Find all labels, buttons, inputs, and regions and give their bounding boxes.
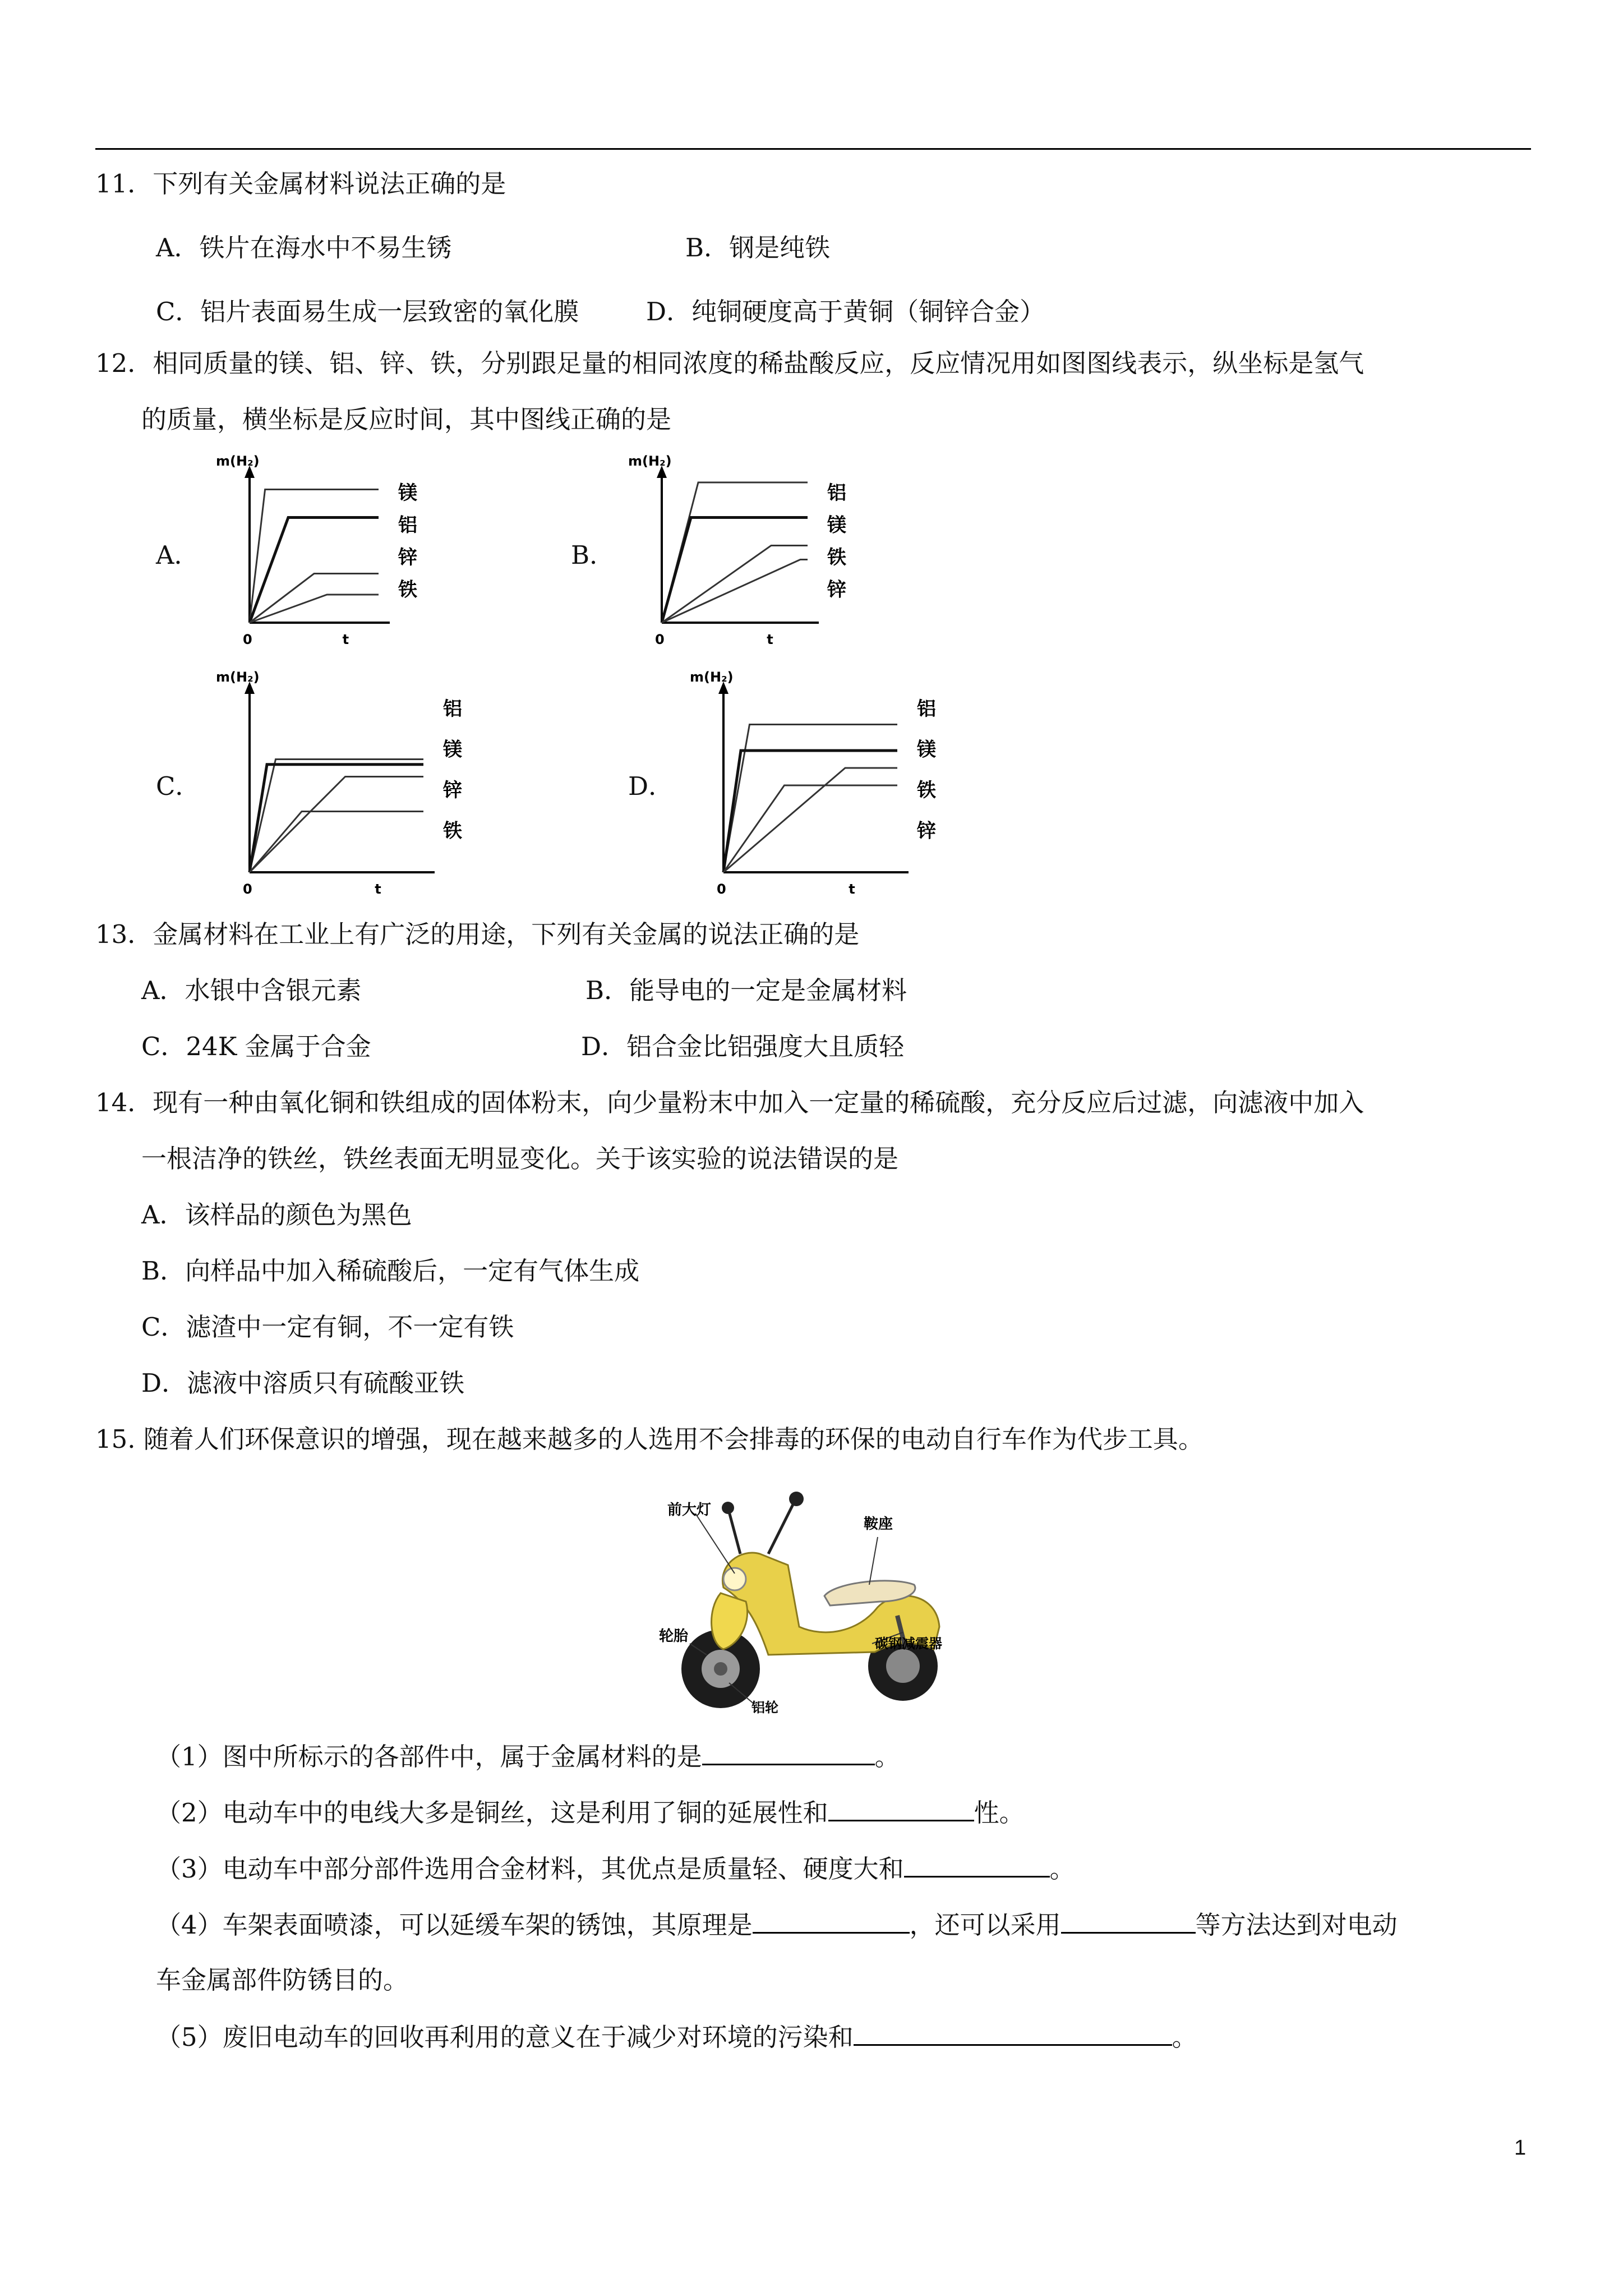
scooter-label-shock: 碳钢减震器 [875, 1636, 942, 1651]
series-line-锌 [250, 777, 423, 873]
series-label-镁: 镁 [917, 738, 936, 761]
q15-part3-blank[interactable] [904, 1851, 1050, 1878]
q15-part4-end: 等方法达到对电动 [1195, 1910, 1398, 1940]
chart-c [199, 670, 491, 906]
q11-option-d: D．纯铜硬度高于黄铜（铜锌合金） [646, 297, 1045, 326]
series-line-铁 [723, 768, 897, 872]
page-number: 1 [1514, 2136, 1527, 2160]
x-axis-label: t [342, 632, 349, 647]
series-line-锌 [662, 560, 808, 623]
q15-part1-blank[interactable] [702, 1739, 875, 1765]
q15-part5-text: （5）废旧电动车的回收再利用的意义在于减少对环境的污染和 [156, 2022, 854, 2052]
x-axis-label: t [767, 632, 773, 647]
header-rule [95, 148, 1531, 150]
q13-option-b: B．能导电的一定是金属材料 [585, 976, 907, 1005]
q11-option-c: C．铝片表面易生成一层致密的氧化膜 [156, 297, 579, 326]
series-line-镁 [250, 765, 423, 872]
q15-part3-end: 。 [1049, 1854, 1075, 1884]
q14-option-a: A．该样品的颜色为黑色 [141, 1200, 412, 1230]
q11-option-a: A．铁片在海水中不易生锈 [156, 233, 452, 263]
scooter-label-seat: 鞍座 [864, 1516, 893, 1533]
q14-option-d: D．滤液中溶质只有硫酸亚铁 [141, 1368, 465, 1398]
q15-part5-blank[interactable] [854, 2019, 1172, 2046]
q15-part1-text: （1）图中所标示的各部件中，属于金属材料的是 [156, 1742, 702, 1772]
q15-stem: 15. 随着人们环保意识的增强，现在越来越多的人选用不会排毒的环保的电动自行车作为代步工具。 [95, 1424, 1204, 1454]
q15-part5-end: 。 [1172, 2022, 1197, 2052]
series-label-镁: 镁 [398, 482, 417, 504]
scooter-figure [656, 1481, 970, 1717]
origin-label: 0 [243, 881, 252, 897]
series-line-铁 [662, 546, 808, 623]
q12-option-d-label: D． [628, 771, 674, 801]
q15-part4-line2: 车金属部件防锈目的。 [156, 1965, 409, 1995]
y-axis-label: m(H₂) [690, 670, 734, 685]
q12-stem-line1: 12．相同质量的镁、铝、锌、铁，分别跟足量的相同浓度的稀盐酸反应，反应情况用如图图线表示，纵坐标是氢气 [95, 348, 1364, 378]
q15-part1-end: 。 [874, 1742, 900, 1772]
q15-part5 [156, 2019, 1197, 2054]
scooter-label-rim: 铝轮 [751, 1700, 778, 1715]
x-axis-label: t [375, 881, 381, 897]
q15-part4-mid: ，还可以采用 [909, 1910, 1061, 1940]
q11-stem: 11．下列有关金属材料说法正确的是 [95, 169, 506, 199]
series-label-铁: 铁 [443, 820, 462, 843]
q13-stem: 13．金属材料在工业上有广泛的用途，下列有关金属的说法正确的是 [95, 919, 860, 949]
q13-option-c: C．24K 金属于合金 [141, 1032, 371, 1061]
y-axis-label: m(H₂) [628, 454, 672, 469]
series-label-铝: 铝 [917, 698, 936, 720]
scooter-label-headlight: 前大灯 [667, 1502, 712, 1519]
q14-stem-line2: 一根洁净的铁丝，铁丝表面无明显变化。关于该实验的说法错误的是 [141, 1144, 899, 1174]
series-label-锌: 锌 [827, 578, 846, 601]
q13-option-d: D．铝合金比铝强度大且质轻 [581, 1032, 905, 1061]
y-axis-label: m(H₂) [216, 670, 260, 685]
series-label-铁: 铁 [827, 546, 846, 569]
y-axis-label: m(H₂) [216, 454, 260, 469]
series-line-铝 [662, 482, 808, 623]
origin-label: 0 [717, 881, 726, 897]
series-label-锌: 锌 [917, 820, 936, 843]
chart-b [611, 454, 875, 656]
series-label-铁: 铁 [398, 578, 417, 601]
q15-part3-text: （3）电动车中部分部件选用合金材料，其优点是质量轻、硬度大和 [156, 1854, 904, 1884]
q15-part2-text: （2）电动车中的电线大多是铜丝，这是利用了铜的延展性和 [156, 1798, 828, 1828]
series-label-铝: 铝 [398, 514, 417, 537]
q15-part4-blank1[interactable] [753, 1907, 910, 1934]
q15-part2 [156, 1795, 1025, 1830]
q15-part1 [156, 1739, 900, 1774]
q15-part4-blank2[interactable] [1061, 1907, 1196, 1934]
origin-label: 0 [655, 632, 665, 647]
series-line-镁 [723, 751, 897, 872]
scooter-illustration [681, 1492, 939, 1708]
series-label-锌: 锌 [443, 779, 462, 802]
series-label-铁: 铁 [917, 779, 936, 802]
series-label-铝: 铝 [443, 698, 462, 720]
q15-part2-end: 性。 [974, 1798, 1025, 1828]
q14-stem-line1: 14．现有一种由氧化铜和铁组成的固体粉末，向少量粉末中加入一定量的稀硫酸，充分反应后过滤，向滤液中加入 [95, 1088, 1364, 1117]
chart-a [199, 454, 446, 656]
q11-option-b: B．钢是纯铁 [685, 233, 831, 263]
series-label-锌: 锌 [398, 546, 417, 569]
series-label-铝: 铝 [827, 482, 846, 504]
series-label-镁: 镁 [443, 738, 462, 761]
series-line-铁 [250, 812, 423, 873]
scooter-label-tire: 轮胎 [659, 1628, 689, 1645]
series-label-镁: 镁 [827, 514, 846, 537]
x-axis-label: t [849, 881, 855, 897]
q15-part4 [156, 1907, 1398, 1942]
q12-option-a-label: A． [156, 540, 200, 570]
q12-option-b-label: B． [571, 540, 615, 570]
q12-option-c-label: C． [156, 771, 201, 801]
q14-option-c: C．滤渣中一定有铜，不一定有铁 [141, 1312, 514, 1342]
q13-option-a: A．水银中含银元素 [141, 976, 362, 1005]
chart-d [673, 670, 965, 906]
q15-part3 [156, 1851, 1075, 1886]
series-line-镁 [250, 490, 379, 623]
q15-part4-text: （4）车架表面喷漆，可以延缓车架的锈蚀，其原理是 [156, 1910, 753, 1940]
q15-part2-blank[interactable] [828, 1795, 974, 1821]
origin-label: 0 [243, 632, 252, 647]
q14-option-b: B．向样品中加入稀硫酸后，一定有气体生成 [141, 1256, 640, 1286]
q12-stem-line2: 的质量，横坐标是反应时间，其中图线正确的是 [141, 404, 672, 434]
